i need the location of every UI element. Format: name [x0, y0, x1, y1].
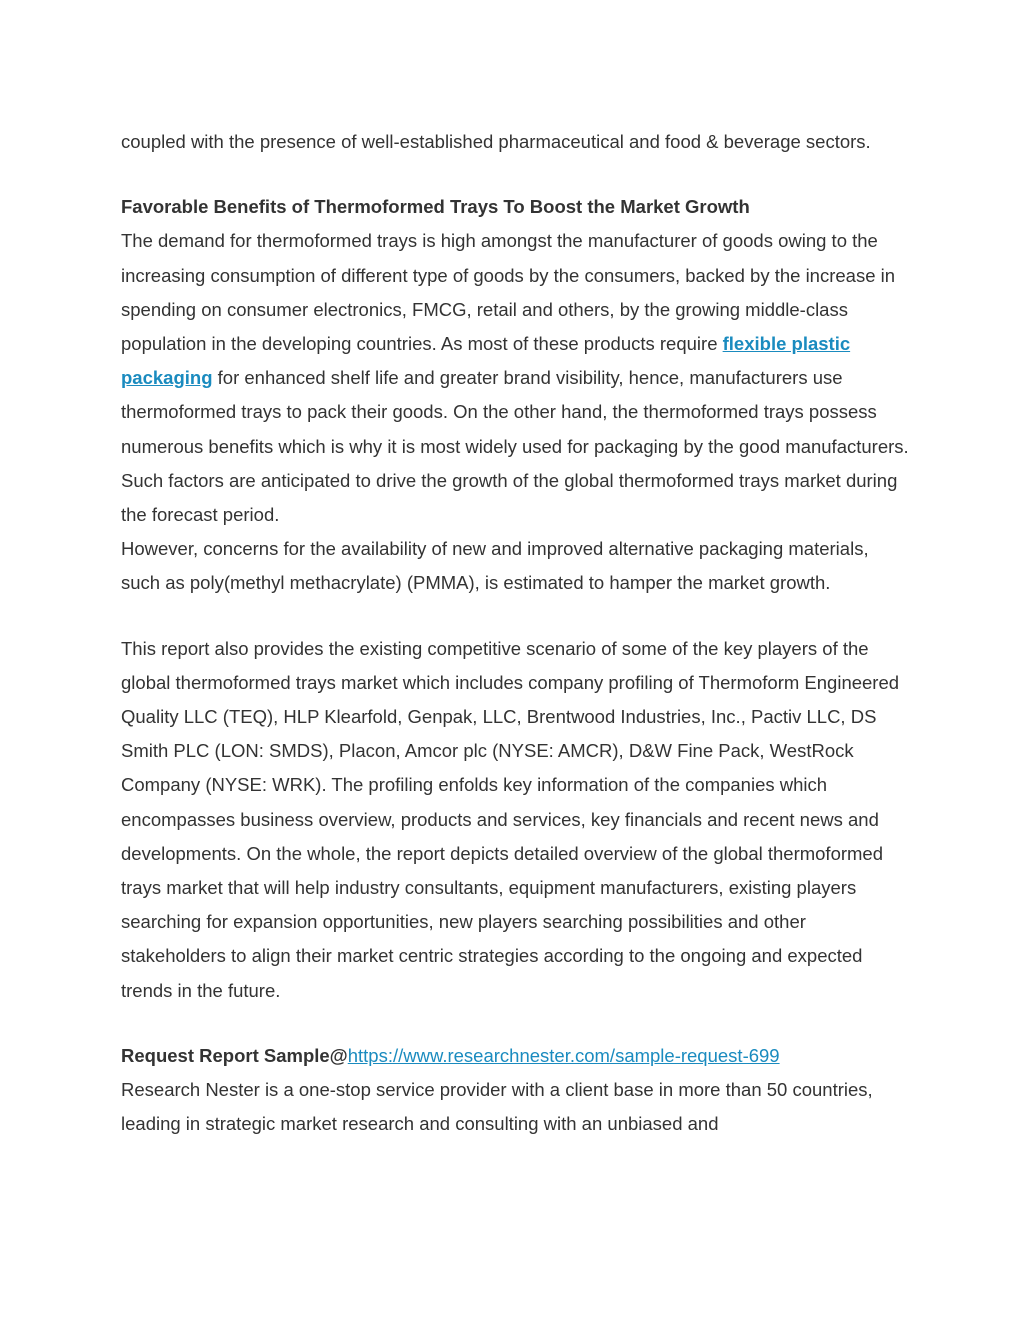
concerns-paragraph: However, concerns for the availability of new and improved alternative packaging materials, such as poly(methyl methacrylate) (PMMA), is estimated to hamper the market growth. — [121, 538, 869, 594]
sample-request-link[interactable]: https://www.researchnester.com/sample-request-699 — [347, 1044, 780, 1066]
demand-text-before-link: The demand for thermoformed trays is high amongst the manufacturer of goods owing to the increasing consumption of different type of goods by the consumers, backed by the increase in spending on consumer electronics, FMCG, retail and others, by the growing middle-class population in the developing countries. As most of these products require — [121, 230, 896, 355]
intro-paragraph: coupled with the presence of well-established pharmaceutical and food & beverage sectors. — [121, 131, 871, 152]
competitive-scenario-paragraph: This report also provides the existing competitive scenario of some of the key players of the global thermoformed trays market which includes company profiling of Thermoform Engineered Quality LLC (TEQ), HLP Klearfold, Genpak, LLC, Brentwood Industries, Inc., Pactiv LLC, DS Smith PLC (LON: SMDS), Placon, Amcor plc (NYSE: AMCR), D&W Fine Pack, WestRock Company (NYSE: WRK). The profiling enfolds key information of the companies which encompasses business overview, products and services, key financials and recent news and developments. On the whole, the report depicts detailed overview of the global thermoformed trays market that will help industry consultants, equipment manufacturers, existing players searching for expansion opportunities, new players searching possibilities and other stakeholders to align their market centric strategies according to the ongoing and expected trends in the future. — [121, 637, 900, 1001]
flexible-plastic-packaging-link[interactable]: flexible plastic packaging — [121, 333, 851, 389]
request-sample-line — [121, 1039, 911, 1073]
demand-paragraph — [121, 224, 911, 532]
section-heading: Favorable Benefits of Thermoformed Trays To Boost the Market Growth — [121, 196, 750, 218]
document-page — [121, 125, 911, 1141]
about-paragraph: Research Nester is a one-stop service provider with a client base in more than 50 countries, leading in strategic market research and consulting with an unbiased and — [121, 1079, 873, 1135]
request-sample-label: Request Report Sample@ — [121, 1044, 348, 1066]
demand-text-after-link: for enhanced shelf life and greater brand visibility, hence, manufacturers use thermoformed trays to pack their goods. On the other hand, the thermoformed trays possess numerous benefits which is why it is most widely used for packaging by the good manufacturers. Such factors are anticipated to drive the growth of the global thermoformed trays market during the forecast period. — [121, 367, 909, 526]
